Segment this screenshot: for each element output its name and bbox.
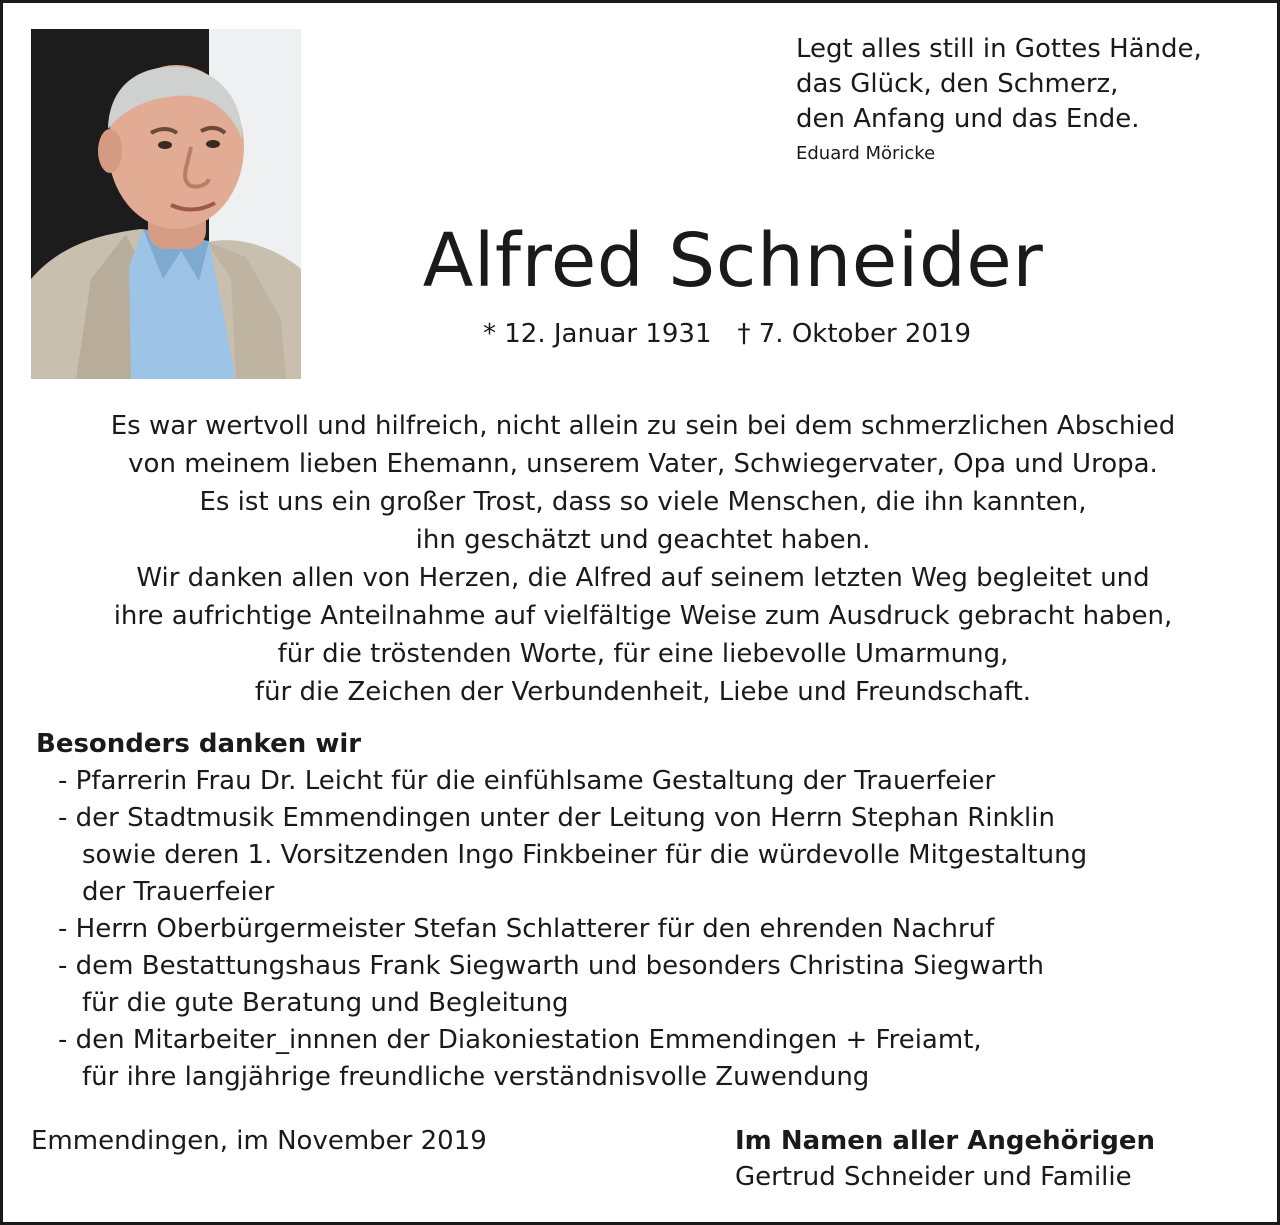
poem-line: Legt alles still in Gottes Hände, <box>796 34 1202 64</box>
life-dates <box>483 316 971 352</box>
thanks-item-continuation: für ihre langjährige freundliche verständnisvolle Zuwendung <box>82 1062 870 1092</box>
message-line: Wir danken allen von Herzen, die Alfred auf seinem letzten Weg begleitet und <box>136 563 1150 593</box>
message-line: Es war wertvoll und hilfreich, nicht allein zu sein bei dem schmerzlichen Abschied <box>110 411 1176 441</box>
poem-line: das Glück, den Schmerz, <box>796 69 1119 99</box>
special-thanks <box>36 726 1087 1096</box>
thanks-item: - Pfarrerin Frau Dr. Leicht für die einfühlsame Gestaltung der Trauerfeier <box>58 766 996 796</box>
portrait-photo <box>31 29 301 379</box>
special-thanks-heading: Besonders danken wir <box>36 729 362 759</box>
message-line: ihn geschätzt und geachtet haben. <box>415 525 871 555</box>
birth-date: * 12. Januar 1931 <box>483 319 712 349</box>
thanks-item: - Herrn Oberbürgermeister Stefan Schlatterer für den ehrenden Nachruf <box>58 914 995 944</box>
signature-title: Im Namen aller Angehörigen <box>735 1126 1156 1156</box>
message-line: für die Zeichen der Verbundenheit, Liebe und Freundschaft. <box>254 677 1032 707</box>
message-line: Es ist uns ein großer Trost, dass so viele Menschen, die ihn kannten, <box>199 487 1087 517</box>
place-and-date: Emmendingen, im November 2019 <box>31 1126 487 1156</box>
thank-you-message <box>3 407 1280 711</box>
signature-block <box>735 1123 1155 1195</box>
poem-quote <box>796 32 1202 167</box>
thanks-item: - dem Bestattungshaus Frank Siegwarth und besonders Christina Siegwarth <box>58 951 1045 981</box>
poem-author: Eduard Möricke <box>796 143 936 164</box>
thanks-item-continuation: für die gute Beratung und Begleitung <box>82 988 569 1018</box>
message-line: von meinem lieben Ehemann, unserem Vater, Schwiegervater, Opa und Uropa. <box>128 449 1158 479</box>
message-line: ihre aufrichtige Anteilnahme auf vielfältige Weise zum Ausdruck gebracht haben, <box>113 601 1173 631</box>
poem-line: den Anfang und das Ende. <box>796 104 1140 134</box>
thanks-item: - der Stadtmusik Emmendingen unter der Leitung von Herrn Stephan Rinklin <box>58 803 1055 833</box>
thanks-item-continuation: sowie deren 1. Vorsitzenden Ingo Finkbeiner für die würdevolle Mitgestaltung <box>82 840 1088 870</box>
signature-name: Gertrud Schneider und Familie <box>735 1162 1132 1192</box>
message-line: für die tröstenden Worte, für eine liebevolle Umarmung, <box>277 639 1009 669</box>
thanks-item: - den Mitarbeiter_innnen der Diakoniestation Emmendingen + Freiamt, <box>58 1025 982 1055</box>
thanks-item-continuation: der Trauerfeier <box>82 877 275 907</box>
death-date: † 7. Oktober 2019 <box>737 319 972 349</box>
deceased-name: Alfred Schneider <box>422 218 1044 304</box>
